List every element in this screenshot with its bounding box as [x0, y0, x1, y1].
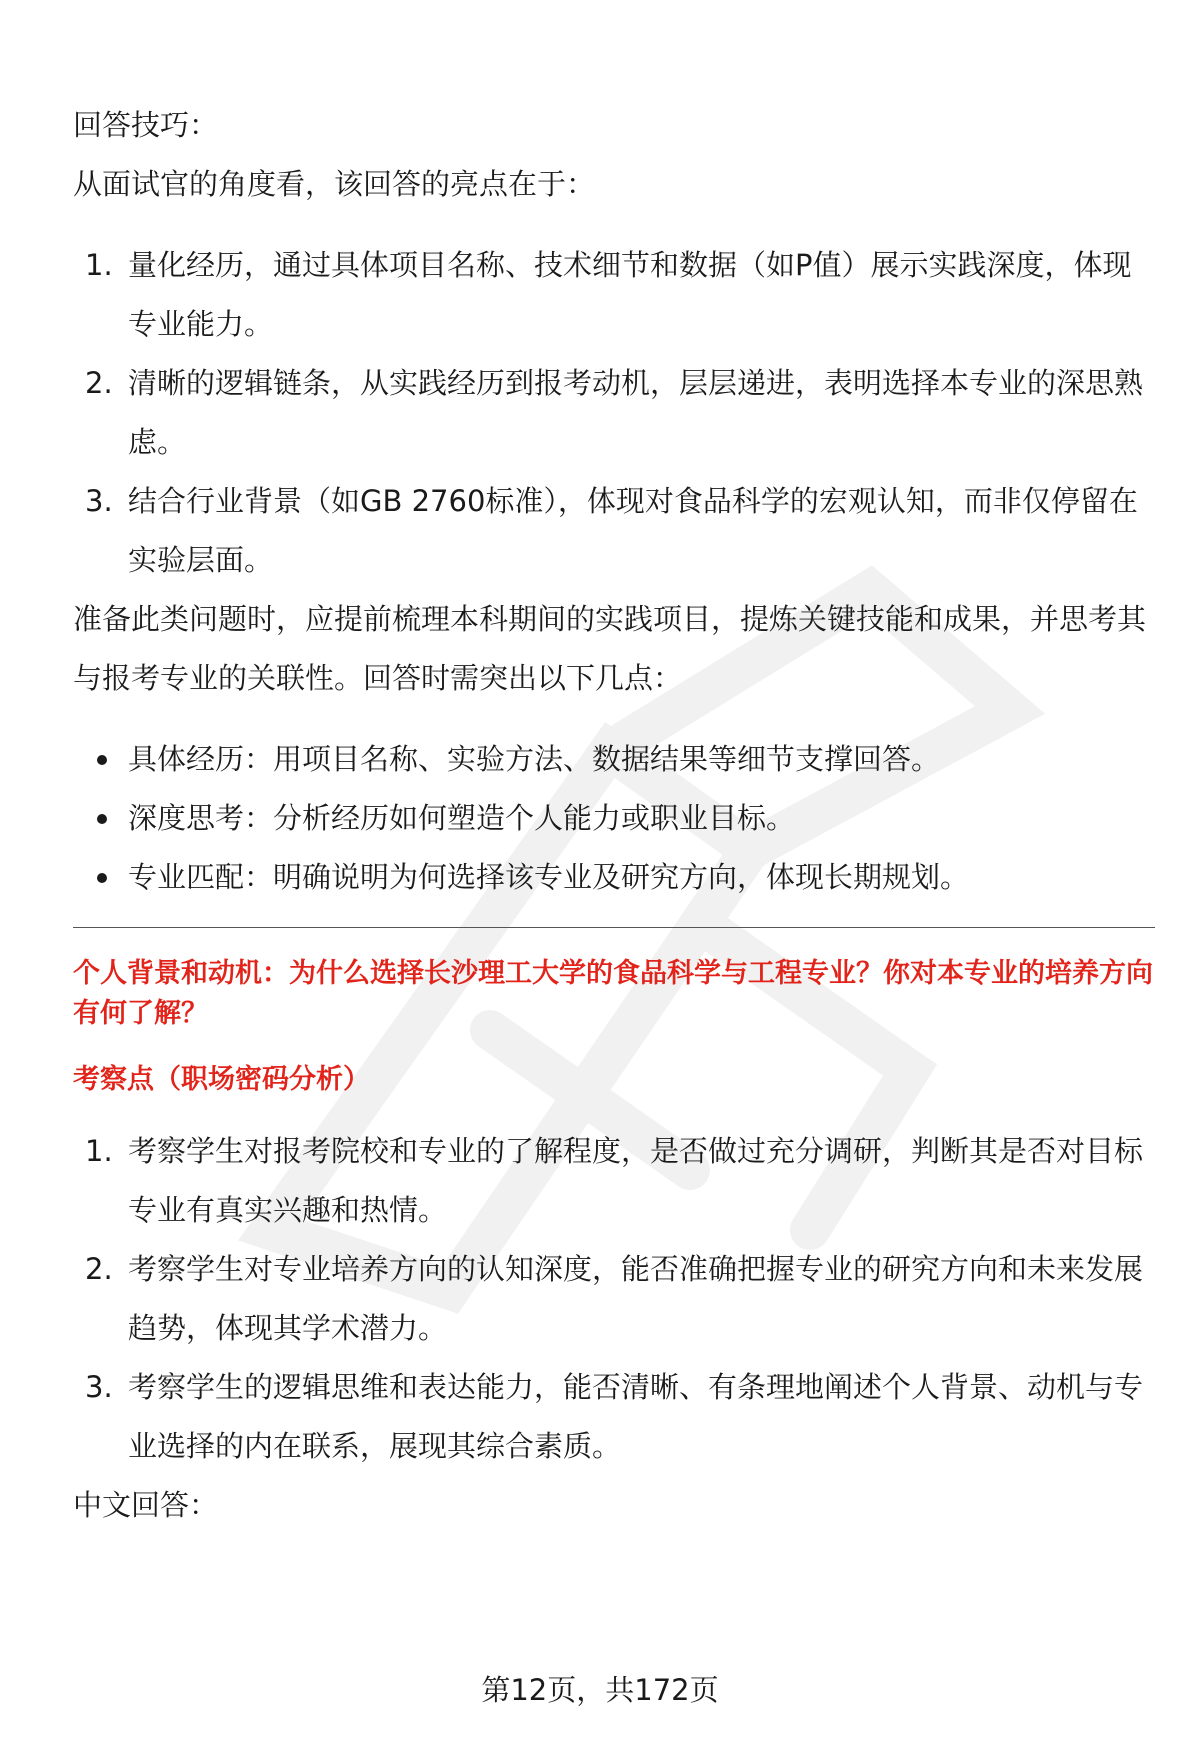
list-item — [73, 848, 1155, 907]
list-item — [73, 472, 1155, 590]
list-item — [73, 789, 1155, 848]
chinese-answer-label: 中文回答： — [73, 1488, 219, 1522]
list-number: 2. — [85, 366, 113, 400]
answer-tips-intro: 从面试官的角度看，该回答的亮点在于： — [73, 167, 596, 201]
list-item-text: 清晰的逻辑链条，从实践经历到报考动机，层层递进，表明选择本专业的深思熟虑。 — [128, 366, 1144, 459]
answer-tips-label: 回答技巧： — [73, 108, 219, 142]
page-number-footer: 第12页，共172页 — [481, 1673, 719, 1707]
list-item-text: 深度思考：分析经历如何塑造个人能力或职业目标。 — [128, 801, 796, 835]
list-item-text: 量化经历，通过具体项目名称、技术细节和数据（如P值）展示实践深度，体现专业能力。 — [128, 248, 1132, 341]
preparation-paragraph: 准备此类问题时，应提前梳理本科期间的实践项目，提炼关键技能和成果，并思考其与报考专业的关联性。回答时需突出以下几点： — [73, 602, 1147, 695]
key-points-list — [73, 730, 1155, 907]
list-item — [73, 730, 1155, 789]
list-item-text: 具体经历：用项目名称、实验方法、数据结果等细节支撑回答。 — [128, 742, 941, 776]
bullet-dot — [97, 755, 107, 765]
list-number: 1. — [85, 248, 113, 282]
list-item — [73, 1358, 1155, 1476]
bullet-dot — [97, 814, 107, 824]
list-item-text: 考察学生的逻辑思维和表达能力，能否清晰、有条理地阐述个人背景、动机与专业选择的内在联系，展现其综合素质。 — [128, 1370, 1144, 1463]
list-item — [73, 1122, 1155, 1240]
assessment-list — [73, 1122, 1155, 1476]
list-item-text: 考察学生对专业培养方向的认知深度，能否准确把握专业的研究方向和未来发展趋势，体现其学术潜力。 — [128, 1252, 1144, 1345]
assessment-subheading: 考察点（职场密码分析） — [73, 1064, 370, 1095]
list-number: 3. — [85, 484, 113, 518]
bullet-dot — [97, 873, 107, 883]
list-number: 1. — [85, 1134, 113, 1168]
list-number: 3. — [85, 1370, 113, 1404]
list-item — [73, 1240, 1155, 1358]
list-number: 2. — [85, 1252, 113, 1286]
list-item-text: 专业匹配：明确说明为何选择该专业及研究方向，体现长期规划。 — [128, 860, 970, 894]
list-item-text: 考察学生对报考院校和专业的了解程度，是否做过充分调研，判断其是否对目标专业有真实兴趣和热情。 — [128, 1134, 1144, 1227]
section-divider — [73, 927, 1155, 928]
highlights-list — [73, 236, 1155, 590]
document-page — [73, 96, 1155, 1535]
question-heading: 个人背景和动机：为什么选择长沙理工大学的食品科学与工程专业？你对本专业的培养方向有何了解？ — [73, 958, 1153, 1029]
list-item — [73, 236, 1155, 354]
list-item-text: 结合行业背景（如GB 2760标准），体现对食品科学的宏观认知，而非仅停留在实验层面。 — [128, 484, 1138, 577]
list-item — [73, 354, 1155, 472]
